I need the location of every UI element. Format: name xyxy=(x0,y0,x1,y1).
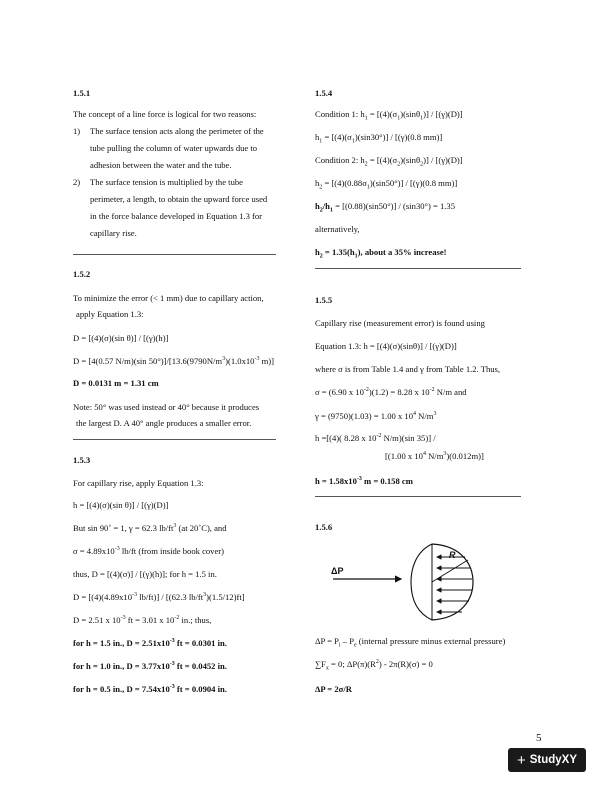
plus-icon: + xyxy=(516,751,526,769)
equation: $h_1 = [(4)(\sigma_1)(\sin 30^\circ)] / [(\gamma)(0.8$ mm)] xyxy=(315,132,443,145)
text-line: thus, D = [(4)(σ)] / [(γ)(h)]; for h = 1.5 in. xyxy=(73,569,217,579)
equation: D = 2.51 x $10^{-3}$ ft = 3.01 x $10^{-2}$ in.; thus, xyxy=(73,615,212,625)
divider xyxy=(315,496,521,497)
result: for h = 1.5 in., $D = 2.51x10^{-3}$ ft = 0.0301 in. xyxy=(73,638,227,648)
text-line: perimeter, a length, to obtain the upward force used xyxy=(90,194,268,204)
text-line: The concept of a line force is logical for two reasons: xyxy=(73,109,257,119)
equation: $h_2 = [(4)(0.88\sigma_1)(\sin 50^\circ)] / [(\gamma)(0.8$ mm)] xyxy=(315,178,458,191)
equation: $h_2/h_1 = [(0.88)(\sin 50^\circ)] / (\sin 30^\circ) = 1.35$ xyxy=(315,201,456,214)
bubble-inner-arc xyxy=(411,544,432,620)
result: $h = 1.58x10^{-3}$ m = 0.158 cm xyxy=(315,476,413,486)
text-line: For capillary rise, apply Equation 1.3: xyxy=(73,478,204,488)
divider xyxy=(73,439,276,440)
text-line: where σ is from Table 1.4 and γ from Table 1.2. Thus, xyxy=(315,364,501,374)
divider xyxy=(315,268,521,269)
equation: $\Delta P = P_i - P_e$ (internal pressure minus external pressure) xyxy=(315,636,506,649)
equation: D = [(4)(σ)(sin θ)] / [(γ)(h)] xyxy=(73,333,169,343)
page-number: 5 xyxy=(536,732,542,744)
equation: γ = (9750)(1.03) = 1.00 x $10^4$ $N/m^3$ xyxy=(315,411,437,421)
text-line: in the force balance developed in Equation 1.3 for xyxy=(90,211,263,221)
equation: σ = (6.90 x $10^{-2})(1.2) = 8.28$ x $10^{-2}$ N/m and xyxy=(315,387,467,397)
text-line: alternatively, xyxy=(315,224,360,234)
result: $h_2 = 1.35(h_1)$, about a 35% increase! xyxy=(315,247,447,260)
section-heading-1-5-4: 1.5.4 xyxy=(315,88,333,98)
equation: $D = [(4)(4.89x10^{-3}$ lb/ft)] / [(62.3 $lb/ft^3)(1.5/12)ft$] xyxy=(73,592,245,602)
text-line: tube pulling the column of water upwards due to xyxy=(90,143,258,153)
equation: Condition 2: $h_2 = [(4)(\sigma_2)(\sin\theta_2)] / [(\gamma)(D)]$ xyxy=(315,155,463,168)
list-number: 2) xyxy=(73,177,81,187)
section-heading-1-5-6: 1.5.6 xyxy=(315,522,333,532)
equation: $\sum F_x = 0$; $\Delta P(\pi)(R^2) - 2\pi(R)(\sigma) = 0$ xyxy=(315,659,433,672)
text-line: $\sigma = 4.89x10^{-3}$ lb/ft (from inside book cover) xyxy=(73,546,225,556)
text-line: apply Equation 1.3: xyxy=(76,309,144,319)
divider xyxy=(73,254,276,255)
equation: Condition 1: $h_1 = [(4)(\sigma_1)(\sin\theta_1)] / [(\gamma)(D)]$ xyxy=(315,109,463,122)
note-line: the largest D. A 40° angle produces a smaller error. xyxy=(76,418,252,428)
result: D = 0.0131 m = 1.31 cm xyxy=(73,378,159,388)
text-line: Capillary rise (measurement error) is found using xyxy=(315,318,485,328)
section-heading-1-5-1: 1.5.1 xyxy=(73,88,91,98)
result: for h = 1.0 in., $D = 3.77x10^{-3}$ ft = 0.0452 in. xyxy=(73,661,227,671)
equation: h = [(4)(σ)(sin θ)] / [(γ)(D)] xyxy=(73,500,169,510)
equation: D = [4(0.57 N/m)(sin $50^\circ)]/[13.6(9790N/m^3)(1.0x10^{-3}$ m)] xyxy=(73,356,275,366)
list-number: 1) xyxy=(73,126,81,136)
bubble-pressure-diagram xyxy=(315,530,495,630)
text-line: Equation 1.3: h = [(4)(σ)(sinθ)] / [(γ)(D)] xyxy=(315,341,457,351)
logo-text: StudyXY xyxy=(529,754,578,766)
section-heading-1-5-3: 1.5.3 xyxy=(73,455,91,465)
text-line: The surface tension acts along the perimeter of the xyxy=(90,126,264,136)
text-line: capillary rise. xyxy=(90,228,137,238)
text-line: But sin 90˚ = 1, γ = 62.3 $lb/ft^3$ (at 20˚C), and xyxy=(73,523,227,533)
radius-label: R xyxy=(449,550,456,560)
note-line: Note: 50° was used instead or 40° because it produces xyxy=(73,402,260,412)
equation: h =[(4)( 8.28 x $10^{-2}$ N/m)(sin 35)] / xyxy=(315,433,436,443)
result: for h = 0.5 in., $D = 7.54x10^{-3}$ ft = 0.0904 in. xyxy=(73,684,227,694)
equation: [(1.00 x $10^4$ $N/m^3)(0.012m)$] xyxy=(385,451,484,461)
section-heading-1-5-5: 1.5.5 xyxy=(315,295,333,305)
text-line: To minimize the error (< 1 mm) due to capillary action, xyxy=(73,293,264,303)
result: ΔP = 2σ/R xyxy=(315,684,352,694)
studyxy-logo xyxy=(508,748,586,772)
text-line: The surface tension is multiplied by the tube xyxy=(90,177,243,187)
text-line: adhesion between the water and the tube. xyxy=(90,160,232,170)
section-heading-1-5-2: 1.5.2 xyxy=(73,269,91,279)
delta-p-label: ΔP xyxy=(331,566,344,576)
